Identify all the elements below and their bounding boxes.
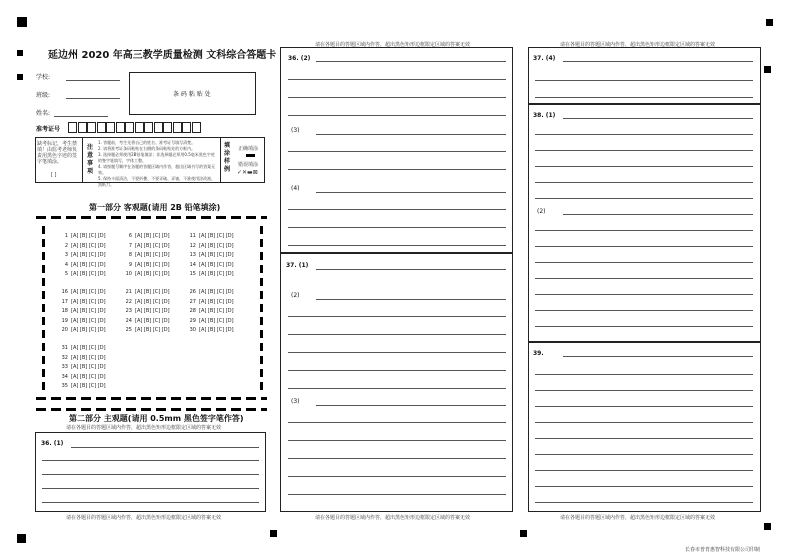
notice-item: 5. 保持卡面清洁，不要折叠、不要弄破、弄皱，不准使用涂改液、刮纸刀。 — [98, 176, 216, 187]
absent-mark-box[interactable]: [ ] — [51, 172, 57, 178]
registration-mark — [270, 530, 277, 537]
exam-number-digit-box[interactable] — [78, 122, 87, 133]
answer-line — [42, 502, 259, 503]
choice-row[interactable] — [58, 374, 106, 380]
choice-row[interactable] — [186, 271, 234, 277]
question-number: 3 — [64, 252, 68, 258]
part1-bottom-border — [36, 397, 267, 400]
choice-options[interactable]: [A] [B] [C] [D] — [71, 383, 106, 389]
answer-line — [42, 474, 259, 475]
choice-row[interactable] — [186, 233, 234, 239]
answer-line — [288, 227, 506, 228]
question-number: 13 — [189, 252, 196, 258]
answer-line — [288, 370, 506, 371]
choice-options[interactable]: [A] [B] [C] [D] — [71, 373, 106, 380]
answer-line — [535, 326, 753, 327]
choice-options[interactable]: [A] [B] [C] [D] — [135, 271, 170, 277]
answer-line — [535, 134, 753, 135]
choice-options[interactable]: [A] [B] [C] [D] — [199, 317, 234, 324]
exam-number-digit-box[interactable] — [116, 122, 125, 133]
choice-options[interactable]: [A] [B] [C] [D] — [135, 317, 170, 324]
choice-options[interactable]: [A] [B] [C] [D] — [71, 242, 106, 249]
question-number: 32 — [61, 354, 68, 361]
answer-line — [535, 486, 753, 487]
exam-number-digit-box[interactable] — [173, 122, 182, 133]
question-number: 23 — [125, 308, 132, 314]
question-38-1-label: 38. (1) — [533, 112, 556, 119]
choice-options[interactable]: [A] [B] [C] [D] — [71, 233, 106, 239]
choice-options[interactable]: [A] [B] [C] [D] — [135, 261, 170, 268]
question-number: 8 — [128, 252, 132, 258]
choice-options[interactable]: [A] [B] [C] [D] — [199, 252, 234, 258]
answer-line — [535, 374, 753, 375]
exam-number-digit-box[interactable] — [182, 122, 191, 133]
class-label: 班级: — [36, 92, 51, 99]
exam-number-label: 准考证号 — [36, 126, 61, 133]
answer-line — [535, 182, 753, 183]
registration-mark — [766, 19, 773, 26]
choice-row[interactable] — [122, 308, 170, 314]
choice-options[interactable]: [A] [B] [C] [D] — [199, 242, 234, 249]
choice-row[interactable] — [58, 289, 106, 295]
choice-row[interactable] — [58, 271, 106, 277]
answer-line — [563, 356, 753, 357]
choice-options[interactable]: [A] [B] [C] [D] — [135, 289, 170, 295]
part2-top-border — [36, 408, 267, 411]
question-number: 10 — [125, 271, 132, 277]
question-number: 28 — [189, 308, 196, 314]
answer-line — [535, 502, 753, 503]
choice-row[interactable] — [122, 252, 170, 258]
choice-options[interactable]: [A] [B] [C] [D] — [199, 289, 234, 295]
question-number: 18 — [61, 308, 68, 314]
choice-options[interactable]: [A] [B] [C] [D] — [71, 261, 106, 268]
answer-line — [316, 192, 506, 193]
answer-line — [563, 61, 753, 62]
question-number: 5 — [64, 271, 68, 277]
question-number: 25 — [125, 327, 132, 333]
answer-line — [288, 440, 506, 441]
choice-row[interactable] — [186, 262, 234, 268]
question-37-4-label: 37. (4) — [533, 55, 556, 62]
notice-item: 3. 选择题必须使用2B铅笔填涂；非选择题必须用0.5毫米黑色字迹的签字笔填写，字体工整。 — [98, 152, 215, 163]
answer-line — [288, 151, 506, 152]
question-number: 11 — [189, 233, 196, 239]
answer-warning: 请在各题目的答题区域内作答，超出黑色矩形边框限定区域的答案无效 — [560, 515, 716, 521]
choice-row[interactable] — [186, 243, 234, 249]
answer-line — [288, 458, 506, 459]
question-number: 26 — [189, 289, 196, 295]
choice-row[interactable] — [58, 383, 106, 389]
choice-options[interactable]: [A] [B] [C] [D] — [199, 308, 234, 314]
answer-warning: 请在各题目的答题区域内作答，超出黑色矩形边框限定区域的答案无效 — [66, 515, 222, 521]
registration-mark — [17, 17, 27, 27]
answer-line — [288, 316, 506, 317]
answer-line — [316, 134, 506, 135]
answer-line — [535, 454, 753, 455]
question-number: 1 — [64, 233, 68, 239]
notice-item: 4. 请按题号顺序在各题的答题区域内作答，超出区域书写的答案无效。 — [98, 164, 216, 175]
notice-title: 注意事项 — [87, 144, 94, 175]
answer-line — [288, 476, 506, 477]
choice-row[interactable] — [58, 233, 106, 239]
answer-line — [535, 97, 753, 98]
question-number: 17 — [61, 298, 68, 305]
page-title: 延边州 2020 年高三教学质量检测 文科综合答题卡 — [48, 50, 277, 61]
school-field[interactable] — [66, 80, 120, 81]
choice-row[interactable] — [58, 327, 106, 333]
exam-number-digit-box[interactable] — [144, 122, 153, 133]
question-37-1-label: 37. (1) — [286, 262, 309, 269]
notice-item: 2. 请将准考证条码粘贴在右侧的条码粘贴处的方框内。 — [98, 146, 196, 151]
choice-options[interactable]: [A] [B] [C] [D] — [71, 317, 106, 324]
choice-options[interactable]: [A] [B] [C] [D] — [199, 298, 234, 305]
answer-line — [288, 422, 506, 423]
choice-options[interactable]: [A] [B] [C] [D] — [199, 327, 234, 333]
choice-row[interactable] — [122, 327, 170, 333]
choice-options[interactable]: [A] [B] [C] [D] — [135, 327, 170, 333]
choice-options[interactable]: [A] [B] [C] [D] — [71, 289, 106, 295]
answer-line — [288, 115, 506, 116]
registration-mark — [17, 74, 23, 80]
printer-credit: 长春市普育惠智科技有限公司印制 — [685, 547, 761, 553]
question-number: 35 — [61, 383, 68, 389]
answer-line — [535, 294, 753, 295]
answer-line — [316, 405, 506, 406]
question-number: 33 — [61, 364, 68, 370]
choice-row[interactable] — [122, 289, 170, 295]
choice-row[interactable] — [58, 308, 106, 314]
choice-options[interactable]: [A] [B] [C] [D] — [71, 327, 106, 333]
fill-example-title: 填涂样例 — [224, 142, 231, 173]
choice-row[interactable] — [122, 233, 170, 239]
name-field[interactable] — [54, 116, 108, 117]
question-number: 31 — [61, 345, 68, 351]
choice-row[interactable] — [186, 289, 234, 295]
answer-line — [42, 488, 259, 489]
choice-options[interactable]: [A] [B] [C] [D] — [71, 345, 106, 351]
exam-number-digit-box[interactable] — [97, 122, 106, 133]
class-field[interactable] — [66, 98, 120, 99]
choice-row[interactable] — [58, 364, 106, 370]
choice-row[interactable] — [58, 355, 106, 361]
choice-options[interactable]: [A] [B] [C] [D] — [71, 298, 106, 305]
question-number: 12 — [189, 242, 196, 249]
correct-fill-label: 正确填涂 — [238, 146, 259, 152]
choice-row[interactable] — [122, 243, 170, 249]
answer-line — [288, 169, 506, 170]
barcode-label: 条 码 粘 贴 处 — [173, 91, 211, 98]
question-36-2-label: 36. (2) — [288, 55, 311, 62]
choice-options[interactable]: [A] [B] [C] [D] — [71, 271, 106, 277]
answer-line — [535, 166, 753, 167]
answer-line — [535, 390, 753, 391]
choice-row[interactable] — [186, 252, 234, 258]
exam-number-digit-box[interactable] — [192, 122, 201, 133]
question-number: 19 — [61, 317, 68, 324]
choice-row[interactable] — [122, 262, 170, 268]
answer-line — [535, 470, 753, 471]
choice-row[interactable] — [122, 271, 170, 277]
answer-line — [535, 438, 753, 439]
name-label: 姓名: — [36, 110, 51, 117]
question-number: 27 — [189, 298, 196, 305]
wrong-fill-sample: ✓✕▬⊠ — [237, 169, 258, 176]
answer-line — [535, 80, 753, 81]
choice-row[interactable] — [122, 299, 170, 305]
answer-warning: 请在各题目的答题区域内作答，超出黑色矩形边框限定区域的答案无效 — [315, 515, 471, 521]
answer-line — [535, 246, 753, 247]
answer-line — [535, 278, 753, 279]
question-37-2-label: (2) — [291, 292, 300, 299]
choice-options[interactable]: [A] [B] [C] [D] — [71, 308, 106, 314]
notice-items — [98, 140, 218, 188]
answer-line — [288, 79, 506, 80]
question-number: 24 — [125, 317, 132, 324]
part1-top-border — [36, 216, 267, 219]
question-number: 9 — [128, 261, 132, 268]
choice-row[interactable] — [58, 262, 106, 268]
question-number: 6 — [128, 233, 132, 239]
choice-row[interactable] — [58, 345, 106, 351]
answer-line — [563, 118, 753, 119]
choice-options[interactable]: [A] [B] [C] [D] — [199, 233, 234, 239]
registration-mark — [764, 523, 771, 530]
question-number: 4 — [64, 261, 68, 268]
answer-warning: 请在各题目的答题区域内作答，超出黑色矩形边框限定区域的答案无效 — [560, 42, 716, 48]
school-label: 学校: — [36, 74, 51, 81]
answer-line — [535, 230, 753, 231]
answer-warning: 请在各题目的答题区域内作答，超出黑色矩形边框限定区域的答案无效 — [315, 42, 471, 48]
answer-area-36-1[interactable] — [35, 432, 266, 512]
question-number: 34 — [61, 373, 68, 380]
answer-area-38[interactable] — [528, 104, 761, 342]
choice-row[interactable] — [186, 327, 234, 333]
answer-line — [288, 494, 506, 495]
choice-row[interactable] — [58, 299, 106, 305]
choice-row[interactable] — [58, 318, 106, 324]
answer-line — [71, 447, 259, 448]
answer-line — [316, 269, 506, 270]
answer-area-37-4[interactable] — [528, 47, 761, 104]
exam-number-digit-box[interactable] — [135, 122, 144, 133]
choice-row[interactable] — [58, 243, 106, 249]
question-36-4-label: (4) — [291, 185, 300, 192]
choice-options[interactable]: [A] [B] [C] [D] — [199, 261, 234, 268]
wrong-fill-label: 错误填涂 — [238, 162, 259, 168]
answer-line — [288, 209, 506, 210]
choice-row[interactable] — [186, 318, 234, 324]
answer-line — [563, 214, 753, 215]
question-number: 22 — [125, 298, 132, 305]
choice-row[interactable] — [58, 252, 106, 258]
registration-mark — [520, 530, 527, 537]
choice-row[interactable] — [186, 308, 234, 314]
answer-line — [535, 406, 753, 407]
answer-line — [42, 460, 259, 461]
exam-number-digit-box[interactable] — [106, 122, 115, 133]
question-number: 30 — [189, 327, 196, 333]
answer-line — [288, 352, 506, 353]
answer-line — [288, 245, 506, 246]
answer-line — [288, 97, 506, 98]
answer-line — [535, 422, 753, 423]
choice-row[interactable] — [186, 299, 234, 305]
registration-mark — [17, 50, 23, 56]
registration-mark — [764, 66, 771, 73]
answer-line — [288, 388, 506, 389]
choice-options[interactable]: [A] [B] [C] [D] — [71, 252, 106, 258]
question-number: 21 — [125, 289, 132, 295]
exam-number-digit-box[interactable] — [87, 122, 96, 133]
exam-number-digit-box[interactable] — [163, 122, 172, 133]
choice-options[interactable]: [A] [B] [C] [D] — [135, 308, 170, 314]
exam-number-digit-box[interactable] — [125, 122, 134, 133]
exam-number-digit-box[interactable] — [68, 122, 77, 133]
answer-warning: 请在各题目的答题区域内作答，超出黑色矩形边框限定区域的答案无效 — [66, 425, 222, 431]
notice-item: 1. 答题前，考生先将自己的姓名、准考证号填写清楚。 — [98, 140, 196, 145]
choice-options[interactable]: [A] [B] [C] [D] — [135, 233, 170, 239]
question-39-label: 39. — [533, 350, 544, 357]
answer-line — [316, 61, 506, 62]
question-number: 14 — [189, 261, 196, 268]
part2-title: 第二部分 主观题(请用 0.5mm 黑色签字笔作答) — [69, 414, 244, 423]
question-37-3-label: (3) — [291, 398, 300, 405]
choice-options[interactable]: [A] [B] [C] [D] — [135, 298, 170, 305]
choice-options[interactable]: [A] [B] [C] [D] — [71, 364, 106, 370]
choice-options[interactable]: [A] [B] [C] [D] — [135, 252, 170, 258]
correct-fill-sample — [246, 154, 255, 157]
part1-title: 第一部分 客观题(请用 2B 铅笔填涂) — [89, 203, 221, 212]
question-number: 2 — [64, 242, 68, 249]
answer-area-37-1-3[interactable] — [280, 253, 513, 512]
question-number: 7 — [128, 242, 132, 249]
answer-line — [288, 334, 506, 335]
answer-area-36-2-4[interactable] — [280, 47, 513, 253]
choice-options[interactable]: [A] [B] [C] [D] — [135, 242, 170, 249]
question-number: 16 — [61, 289, 68, 295]
choice-options[interactable]: [A] [B] [C] [D] — [199, 271, 234, 277]
choice-options[interactable]: [A] [B] [C] [D] — [71, 354, 106, 361]
question-number: 29 — [189, 317, 196, 324]
exam-number-digit-box[interactable] — [154, 122, 163, 133]
choice-row[interactable] — [122, 318, 170, 324]
question-36-3-label: (3) — [291, 127, 300, 134]
question-38-2-label: (2) — [537, 208, 546, 215]
absent-mark-note: 缺考标记，考生禁填！由监考老师负责用黑色字迹的签字笔填涂。 — [37, 141, 78, 165]
answer-line — [535, 198, 753, 199]
answer-line — [535, 262, 753, 263]
question-number: 20 — [61, 327, 68, 333]
question-36-1-label: 36. (1) — [41, 440, 64, 447]
answer-line — [316, 299, 506, 300]
question-number: 15 — [189, 271, 196, 277]
answer-line — [535, 150, 753, 151]
answer-line — [535, 310, 753, 311]
registration-mark — [17, 534, 26, 543]
